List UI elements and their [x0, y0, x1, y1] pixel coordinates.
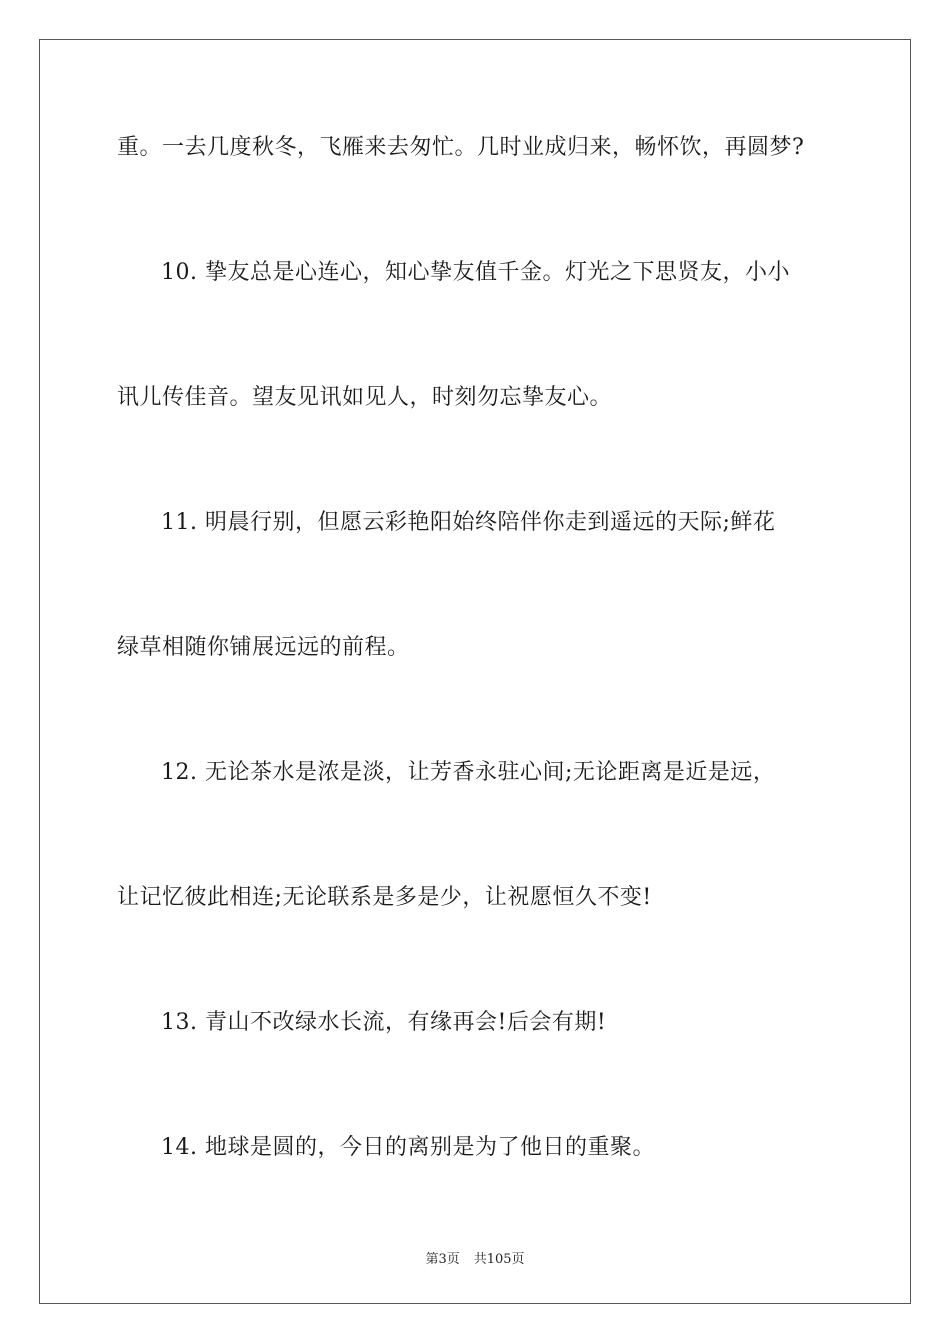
- paragraph-line: 13. 青山不改绿水长流，有缘再会!后会有期!: [161, 1010, 607, 1035]
- paragraph-line: 绿草相随你铺展远远的前程。: [117, 635, 410, 660]
- page-total: 共105页: [473, 1252, 525, 1267]
- paragraph-line: 12. 无论茶水是浓是淡，让芳香永驻心间;无论距离是近是远，: [161, 760, 776, 785]
- paragraph-line: 11. 明晨行别，但愿云彩艳阳始终陪伴你走到遥远的天际;鲜花: [161, 510, 776, 535]
- page-footer: [0, 1248, 950, 1267]
- paragraph-line: 14. 地球是圆的，今日的离别是为了他日的重聚。: [161, 1135, 655, 1160]
- paragraph-line: 讯儿传佳音。望友见讯如见人，时刻勿忘挚友心。: [117, 385, 613, 410]
- paragraph-line: 让记忆彼此相连;无论联系是多是少，让祝愿恒久不变!: [117, 885, 652, 910]
- paragraph-line: 重。一去几度秋冬，飞雁来去匆忙。几时业成归来，畅怀饮，再圆梦?: [117, 135, 805, 160]
- page-number: 第3页: [425, 1252, 460, 1267]
- page-border: [39, 39, 911, 1304]
- paragraph-line: 10. 挚友总是心连心，知心挚友值千金。灯光之下思贤友，小小: [161, 260, 790, 285]
